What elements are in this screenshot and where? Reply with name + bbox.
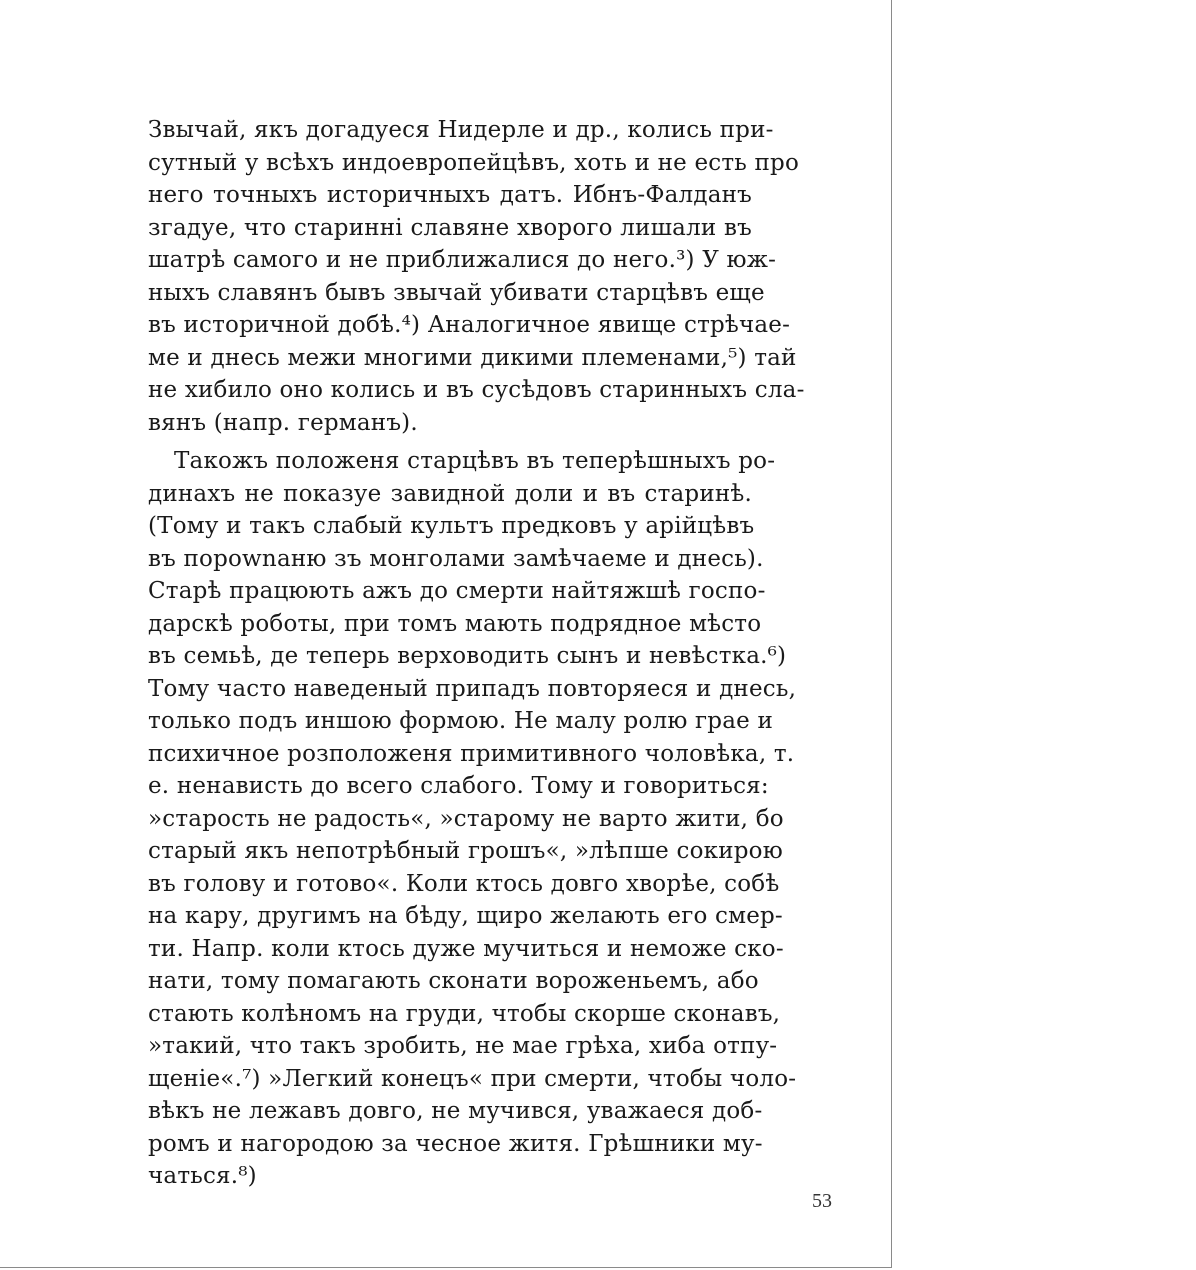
text-line: Старѣ працюють ажъ до смерти найтяжшѣ госпо- [148, 578, 766, 604]
text-line: ромъ и нагородою за чесное житя. Грѣшники му- [148, 1130, 763, 1157]
text-line: психичное розположеня примитивного чоловѣка, т. [148, 740, 795, 767]
text-line: вѣкъ не лежавъ довго, не мучився, уважаеся доб- [148, 1098, 763, 1124]
text-line: вянъ (напр. германъ). [148, 409, 418, 436]
text-line: Тому часто наведеный припадъ повторяеся и днесь, [148, 675, 797, 702]
text-line: ме и днесь межи многими дикими племенами,⁵) тай [148, 344, 797, 371]
text-line: шатрѣ самого и не приближалися до него.³) У юж- [148, 247, 777, 273]
text-line: чаться.⁸) [148, 1163, 257, 1189]
text-line: динахъ не показуе завидной доли и въ старинѣ. [148, 480, 752, 507]
text-line: е. ненависть до всего слабого. Тому и говориться: [148, 773, 769, 799]
text-line: »такий, что такъ зробить, не мае грѣха, хиба отпу- [148, 1033, 778, 1059]
text-line: щеніе«.⁷) »Легкий конецъ« при смерти, чтобы чоло- [148, 1065, 797, 1092]
body-text [148, 114, 805, 1193]
text-line: (Тому и такъ слабый культъ предковъ у арійцѣвъ [148, 513, 755, 539]
text-line: сутный у всѣхъ индоевропейцѣвъ, хоть и не есть про [148, 149, 800, 176]
text-line: не хибило оно колись и въ сусѣдовъ старинныхъ сла- [148, 377, 805, 403]
text-line: »старость не радость«, »старому не варто жити, бо [148, 805, 784, 832]
paragraph [148, 114, 805, 439]
page-number: 53 [812, 1190, 832, 1212]
text-line: стають колѣномъ на груди, чтобы скорше сконавъ, [148, 1000, 781, 1027]
text-line: въ историчной добѣ.⁴) Аналогичное явище стрѣчае- [148, 312, 791, 338]
text-line: въ семьѣ, де теперь верховодить сынъ и невѣстка.⁶) [148, 643, 787, 669]
text-line: дарскѣ роботы, при томъ мають подрядное мѣсто [148, 610, 762, 637]
text-line: на кару, другимъ на бѣду, щиро желають его смер- [148, 903, 783, 929]
text-line: Звычай, якъ догадуеся Нидерле и др., колись при- [148, 117, 774, 143]
text-line: въ голову и готово«. Коли ктось довго хворѣе, собѣ [148, 870, 780, 897]
text-line: Такожъ положеня старцѣвъ въ теперѣшныхъ ро- [174, 448, 776, 474]
text-line: только подъ иншою формою. Не малу ролю грае и [148, 708, 773, 734]
text-line: ти. Напр. коли ктось дуже мучиться и неможе ско- [148, 935, 784, 962]
text-line: ныхъ славянъ бывъ звычай убивати старцѣвъ еще [148, 279, 765, 306]
text-line: него точныхъ историчныхъ датъ. Ибнъ-Фалданъ [148, 182, 752, 208]
text-line: старый якъ непотрѣбный грошъ«, »лѣпше сокирою [148, 838, 783, 864]
text-line: нати, тому помагають сконати вороженьемъ, або [148, 968, 759, 994]
text-line: въ порownаню зъ монголами замѣчаеме и днесь). [148, 545, 764, 572]
paragraph [148, 445, 797, 1193]
text-line: згадуе, что старинні славяне хворого лишали въ [148, 214, 752, 241]
